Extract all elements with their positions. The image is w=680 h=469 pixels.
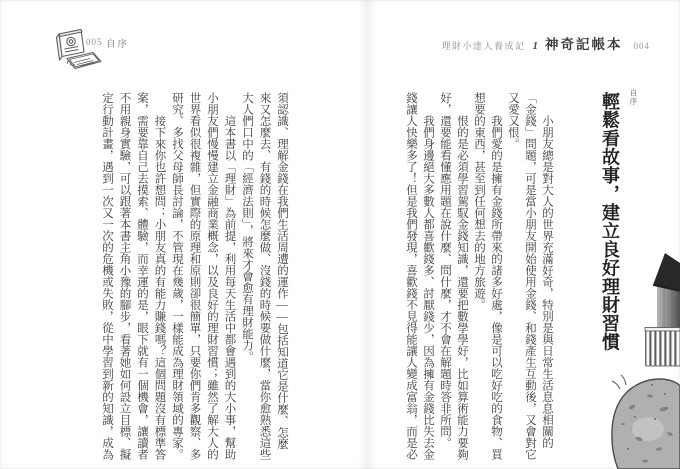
left-page-number: 005 (86, 37, 103, 47)
right-page-number: 004 (633, 41, 650, 51)
left-section-label: 自序 (106, 40, 130, 50)
page-gutter (358, 0, 376, 469)
picket-fence (645, 328, 680, 367)
hand-drawn-notebooks-icon (50, 26, 104, 78)
house-fence-rock-illustration (560, 239, 680, 469)
paragraph: 接下來你也許想問：小朋友真的有能力賺錢嗎？這個問題沒有標準答案，需要靠自己去摸索、體驗，而幸運的是，眼下就有一個機會，讓讀者不用親身實驗，可以跟著本書主角小豫的腳步，看著她如何設立目標、擬定行動計畫，遇到一次又一次的危機或失敗，從中學習到新的知識，成為 (101, 92, 166, 460)
paragraph-continuation: 須認識、理解金錢在我們生活周遭的運作——包括知道它是什麼、怎麼來又怎麼去、有錢的時候怎麼做、沒錢的時候要做什麼，當你愈熟悉這些大人們口中的「經濟法則」，將來才會愈有理財能力。 (241, 92, 288, 460)
speckled-rock (612, 375, 680, 469)
paragraph: 我們身邊絕大多數人都喜歡錢多、討厭錢少，因為擁有金錢比失去金錢讓人快樂多了！但是我們發現，喜歡錢不見得能讓人變成富翁，而是必 (405, 92, 434, 460)
book-title: 神奇記帳本 (545, 37, 623, 52)
paragraph: 這本書以「理財」為前提，利用每天生活中都會遇到的大小事，幫助小朋友們慢慢建立金融商業概念，以及良好的理財習慣；雖然了解大人的世界看似很複雜，但實際的原理和原則卻很簡單，只要你們肯多觀察、多研究、多找父母師長討論，不管現在幾歲，一樣能成為理財領域的專家。 (171, 92, 236, 460)
chapter-title: 輕鬆看故事，建立良好理財習慣 (600, 92, 620, 351)
left-page-body (97, 92, 290, 460)
volume-number: 1 (532, 40, 538, 52)
preface-label: 自序 (629, 89, 638, 106)
right-page-body (402, 92, 555, 460)
paragraph: 小朋友總是對大人的世界充滿好奇，特別是與日常生活息息相關的「金錢」問題，可是當小朋友開始使用金錢、和錢產生互動後，又會對它又愛又恨。 (507, 92, 553, 460)
paragraph: 恨的是必須學習駕馭金錢知識，還要把數學學好，比如算術能力要夠好，還要能看懂應用題在說什麼、問什麼，才不會在解題時答非所問。 (439, 92, 468, 460)
paragraph: 我們愛的是擁有金錢所帶來的諸多好處，像是可以吃好吃的食物、買想要的東西，甚至到任何想去的地方旅遊。 (473, 92, 502, 460)
right-page-header (441, 33, 650, 53)
series-title: 理財小達人養成記 (441, 41, 526, 51)
